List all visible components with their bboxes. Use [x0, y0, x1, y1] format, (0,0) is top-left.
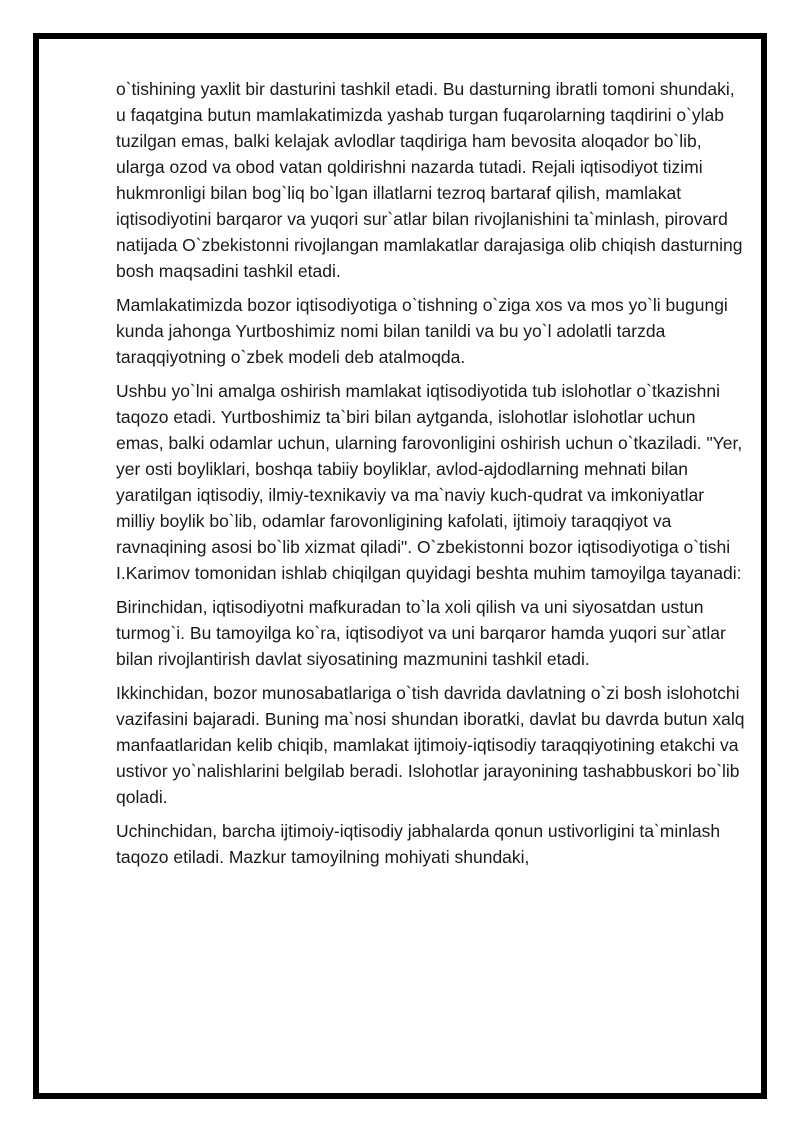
paragraph-5: Ikkinchidan, bozor munosabatlariga o`tish davrida davlatning o`zi bosh islohotchi vazifasini bajaradi. Buning ma`nosi shundan iboratki, davlat bu davrda butun xalq manfaatlaridan kelib chiqib, mamlakat ijtimoiy-iqtisodiy taraqqiyotining etakchi va ustivor yo`nalishlarini belgilab beradi. Islohotlar jarayonining tashabbuskori bo`lib qoladi.	[116, 683, 745, 807]
paragraph-6: Uchinchidan, barcha ijtimoiy-iqtisodiy jabhalarda qonun ustivorligini ta`minlash taqozo etiladi. Mazkur tamoyilning mohiyati shundaki,	[116, 821, 721, 867]
document-body	[116, 76, 746, 878]
paragraph-3: Ushbu yo`lni amalga oshirish mamlakat iqtisodiyotida tub islohotlar o`tkazishni taqozo etadi. Yurtboshimiz ta`biri bilan aytganda, islohotlar islohotlar uchun emas, balki odamlar uchun, ularning farovonligini oshirish uchun o`tkaziladi. "Yer, yer osti boyliklari, boshqa tabiiy boyliklar, avlod-ajdodlarning mehnati bilan yaratilgan iqtisodiy, ilmiy-texnikaviy va ma`naviy kuch-qudrat va imkoniyatlar milliy boylik bo`lib, odamlar farovonligining kafolati, ijtimoiy taraqqiyot va ravnaqining asosi bo`lib xizmat qiladi". O`zbekistonni bozor iqtisodiyotiga o`tishi I.Karimov tomonidan ishlab chiqilgan quyidagi beshta muhim tamoyilga tayanadi:	[116, 381, 743, 583]
paragraph-1: o`tishining yaxlit bir dasturini tashkil etadi. Bu dasturning ibratli tomoni shundaki, u faqatgina butun mamlakatimizda yashab turgan fuqarolarning taqdirini o`ylab tuzilgan emas, balki kelajak avlodlar taqdiriga ham bevosita aloqador bo`lib, ularga ozod va obod vatan qoldirishni nazarda tutadi. Rejali iqtisodiyot tizimi hukmronligi bilan bog`liq bo`lgan illatlarni tezroq bartaraf qilish, mamlakat iqtisodiyotini barqaror va yuqori sur`atlar bilan rivojlanishini ta`minlash, pirovard natijada O`zbekistonni rivojlangan mamlakatlar darajasiga olib chiqish dasturning bosh maqsadini tashkil etadi.	[116, 79, 743, 281]
paragraph-4: Birinchidan, iqtisodiyotni mafkuradan to`la xoli qilish va uni siyosatdan ustun turmog`i. Bu tamoyilga ko`ra, iqtisodiyot va uni barqaror hamda yuqori sur`atlar bilan rivojlantirish davlat siyosatining mazmunini tashkil etadi.	[116, 597, 726, 669]
paragraph-2: Mamlakatimizda bozor iqtisodiyotiga o`tishning o`ziga xos va mos yo`li bugungi kunda jahonga Yurtboshimiz nomi bilan tanildi va bu yo`l adolatli tarzda taraqqiyotning o`zbek modeli deb atalmoqda.	[116, 295, 728, 367]
